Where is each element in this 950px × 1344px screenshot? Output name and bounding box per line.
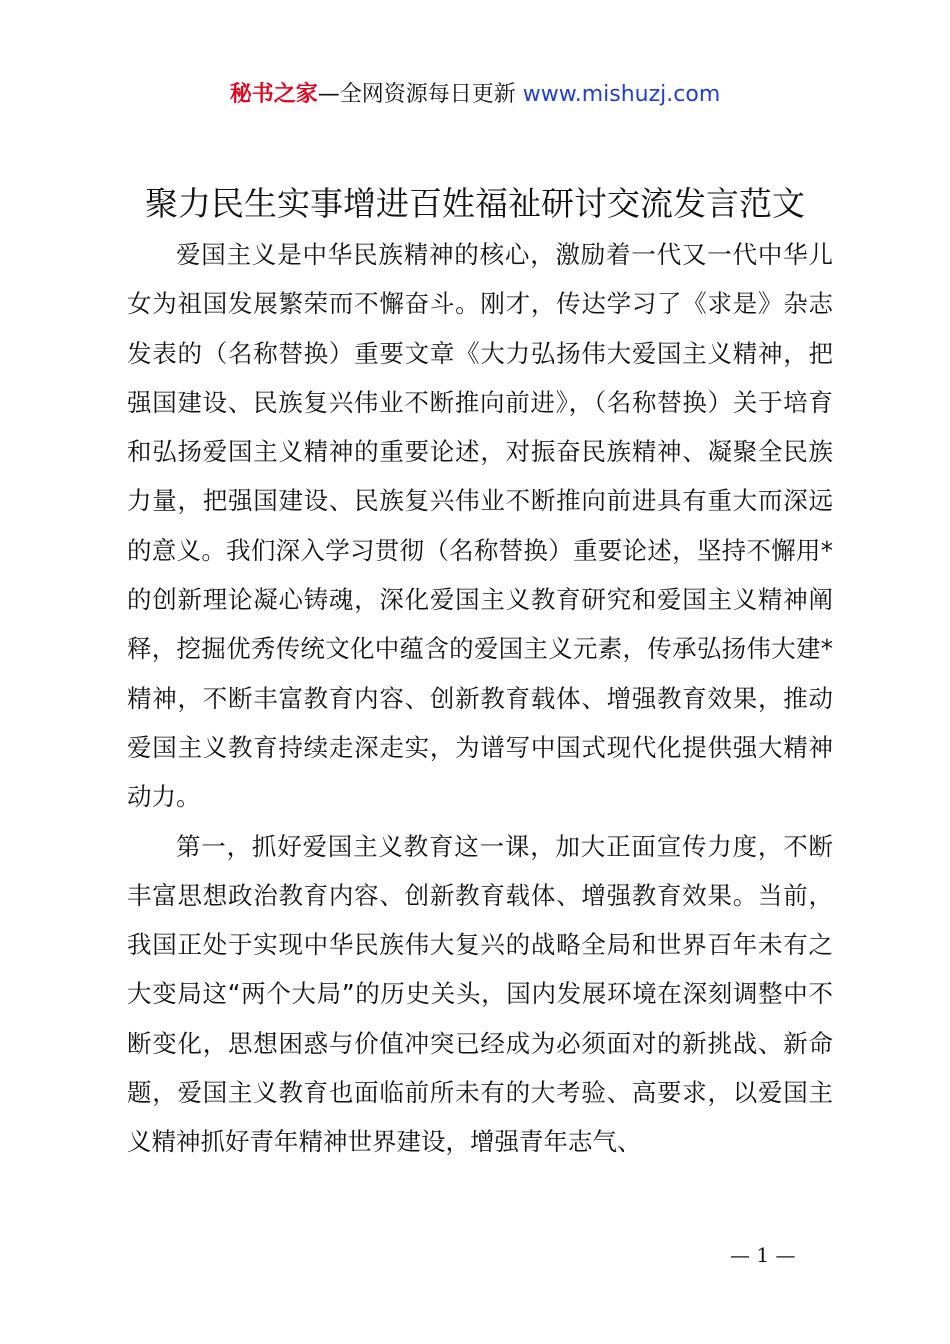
body-paragraph-2: 第一，抓好爱国主义教育这一课，加大正面宣传力度，不断丰富思想政治教育内容、创新教育载体、增强教育效果。当前，我国正处于实现中华民族伟大复兴的战略全局和世界百年未有之大变局这“两个大局”的历史关头，国内发展环境在深刻调整中不断变化，思想困惑与价值冲突已经成为必须面对的新挑战、新命题，爱国主义教育也面临前所未有的大考验、高要求，以爱国主义精神抓好青年精神世界建设，增强青年志气、 (127, 831, 833, 1157)
document-body (127, 230, 833, 1167)
banner-tagline: —全网资源每日更新 (317, 82, 516, 107)
site-url: www.mishuzj.com (522, 82, 721, 107)
document-title: 聚力民生实事增进百姓福祉研讨交流发言范文 (145, 184, 805, 223)
body-paragraph-1: 爱国主义是中华民族精神的核心，激励着一代又一代中华儿女为祖国发展繁荣而不懈奋斗。刚才，传达学习了《求是》杂志发表的（名称替换）重要文章《大力弘扬伟大爱国主义精神，把强国建设、民族复兴伟业不断推向前进》，（名称替换）关于培育和弘扬爱国主义精神的重要论述，对振奋民族精神、凝聚全民族力量，把强国建设、民族复兴伟业不断推向前进具有重大而深远的意义。我们深入学习贯彻（名称替换）重要论述，坚持不懈用*的创新理论凝心铸魂，深化爱国主义教育研究和爱国主义精神阐释，挖掘优秀传统文化中蕴含的爱国主义元素，传承弘扬伟大建*精神，不断丰富教育内容、创新教育载体、增强教育效果，推动爱国主义教育持续走深走实，为谱写中国式现代化提供强大精神动力。 (127, 240, 833, 812)
page-number: — 1 — (730, 1243, 796, 1267)
brand-name: 秘书之家 (229, 82, 318, 107)
site-banner (0, 80, 950, 110)
